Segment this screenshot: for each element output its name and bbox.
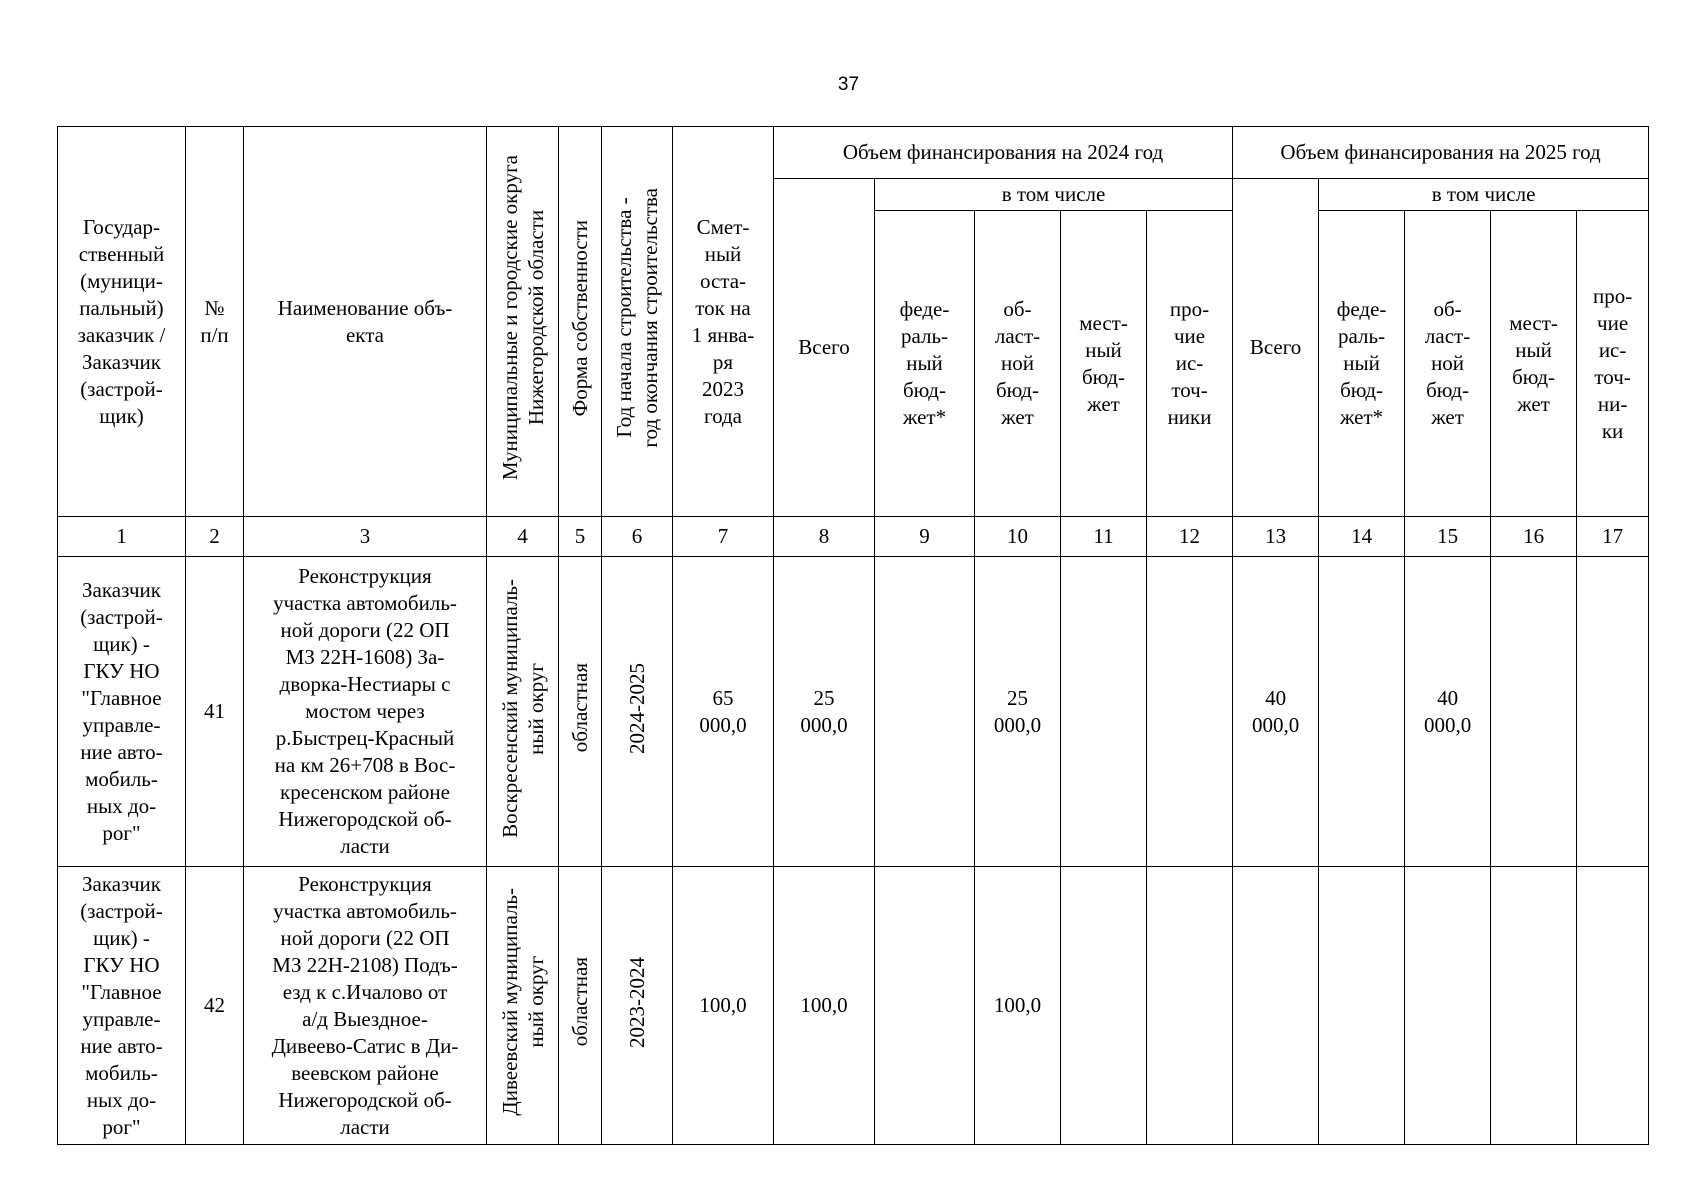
row-federal-2025	[1319, 867, 1405, 1145]
row-ownership: областная	[559, 557, 602, 867]
row-federal-2024	[875, 867, 975, 1145]
column-number: 6	[602, 517, 673, 557]
row-regional-2024: 100,0	[975, 867, 1061, 1145]
header-num: № п/п	[186, 127, 244, 517]
column-number: 7	[673, 517, 774, 557]
row-regional-2024: 25 000,0	[975, 557, 1061, 867]
row-object-name: Реконструкция участка автомобиль- ной дороги (22 ОП МЗ 22Н-1608) За- дворка-Нестиары с мостом через р.Быстрец-Красный на км 26+708 в Вос- кресенском районе Нижегородской об- ласти	[244, 557, 487, 867]
row-num: 42	[186, 867, 244, 1145]
row-total-2025: 40 000,0	[1233, 557, 1319, 867]
row-total-2025	[1233, 867, 1319, 1145]
column-number: 12	[1147, 517, 1233, 557]
row-years: 2023-2024	[602, 867, 673, 1145]
header-years: Год начала строительства - год окончания строительства	[602, 127, 673, 517]
column-number: 3	[244, 517, 487, 557]
row-total-2024: 100,0	[774, 867, 875, 1145]
row-other-2024	[1147, 867, 1233, 1145]
row-customer: Заказчик (застрой- щик) - ГКУ НО "Главное управле- ние авто- мобиль- ных до- рог"	[58, 867, 186, 1145]
row-federal-2024	[875, 557, 975, 867]
header-object-name: Наименование объ- екта	[244, 127, 487, 517]
column-number: 10	[975, 517, 1061, 557]
header-municipal-district: Муниципальные и городские округа Нижегородской области	[487, 127, 559, 517]
header-including-2025: в том числе	[1319, 179, 1649, 211]
header-federal-2024: феде- раль- ный бюд- жет*	[875, 211, 975, 517]
row-estimate: 100,0	[673, 867, 774, 1145]
column-numbers-row	[58, 517, 1649, 557]
header-row-1	[58, 127, 1649, 179]
row-years: 2024-2025	[602, 557, 673, 867]
row-object-name: Реконструкция участка автомобиль- ной дороги (22 ОП МЗ 22Н-2108) Подъ- езд к с.Ичалово от а/д Выездное- Дивеево-Сатис в Ди- веевском районе Нижегородской об- ласти	[244, 867, 487, 1145]
row-regional-2025: 40 000,0	[1405, 557, 1491, 867]
column-number: 14	[1319, 517, 1405, 557]
header-including-2024: в том числе	[875, 179, 1233, 211]
table-row	[58, 557, 1649, 867]
column-number: 9	[875, 517, 975, 557]
row-local-2024	[1061, 867, 1147, 1145]
header-other-2024: про- чие ис- точ- ники	[1147, 211, 1233, 517]
row-federal-2025	[1319, 557, 1405, 867]
column-number: 15	[1405, 517, 1491, 557]
header-customer: Государ- ственный (муници- пальный) заказчик / Заказчик (застрой- щик)	[58, 127, 186, 517]
row-other-2025	[1577, 867, 1649, 1145]
row-other-2024	[1147, 557, 1233, 867]
header-regional-2024: об- ласт- ной бюд- жет	[975, 211, 1061, 517]
column-number: 1	[58, 517, 186, 557]
column-number: 4	[487, 517, 559, 557]
row-district: Воскресенский муниципаль- ный округ	[487, 557, 559, 867]
row-district: Дивеевский муниципаль- ный округ	[487, 867, 559, 1145]
row-customer: Заказчик (застрой- щик) - ГКУ НО "Главное управле- ние авто- мобиль- ных до- рог"	[58, 557, 186, 867]
page-number: 37	[837, 74, 860, 95]
column-number: 11	[1061, 517, 1147, 557]
header-regional-2025: об- ласт- ной бюд- жет	[1405, 211, 1491, 517]
column-number: 5	[559, 517, 602, 557]
row-regional-2025	[1405, 867, 1491, 1145]
row-total-2024: 25 000,0	[774, 557, 875, 867]
column-number: 16	[1491, 517, 1577, 557]
header-federal-2025: феде- раль- ный бюд- жет*	[1319, 211, 1405, 517]
row-ownership: областная	[559, 867, 602, 1145]
table-row	[58, 867, 1649, 1145]
column-number: 17	[1577, 517, 1649, 557]
column-number: 2	[186, 517, 244, 557]
row-other-2025	[1577, 557, 1649, 867]
row-local-2024	[1061, 557, 1147, 867]
header-total-2025: Всего	[1233, 179, 1319, 517]
header-total-2024: Всего	[774, 179, 875, 517]
header-local-2024: мест- ный бюд- жет	[1061, 211, 1147, 517]
header-local-2025: мест- ный бюд- жет	[1491, 211, 1577, 517]
header-ownership: Форма собственности	[559, 127, 602, 517]
financing-table	[57, 126, 1649, 1145]
row-local-2025	[1491, 867, 1577, 1145]
header-funding-2025: Объем финансирования на 2025 год	[1233, 127, 1649, 179]
header-other-2025: про- чие ис- точ- ни- ки	[1577, 211, 1649, 517]
column-number: 8	[774, 517, 875, 557]
row-local-2025	[1491, 557, 1577, 867]
header-funding-2024: Объем финансирования на 2024 год	[774, 127, 1233, 179]
column-number: 13	[1233, 517, 1319, 557]
row-estimate: 65 000,0	[673, 557, 774, 867]
header-estimate: Смет- ный оста- ток на 1 янва- ря 2023 года	[673, 127, 774, 517]
row-num: 41	[186, 557, 244, 867]
